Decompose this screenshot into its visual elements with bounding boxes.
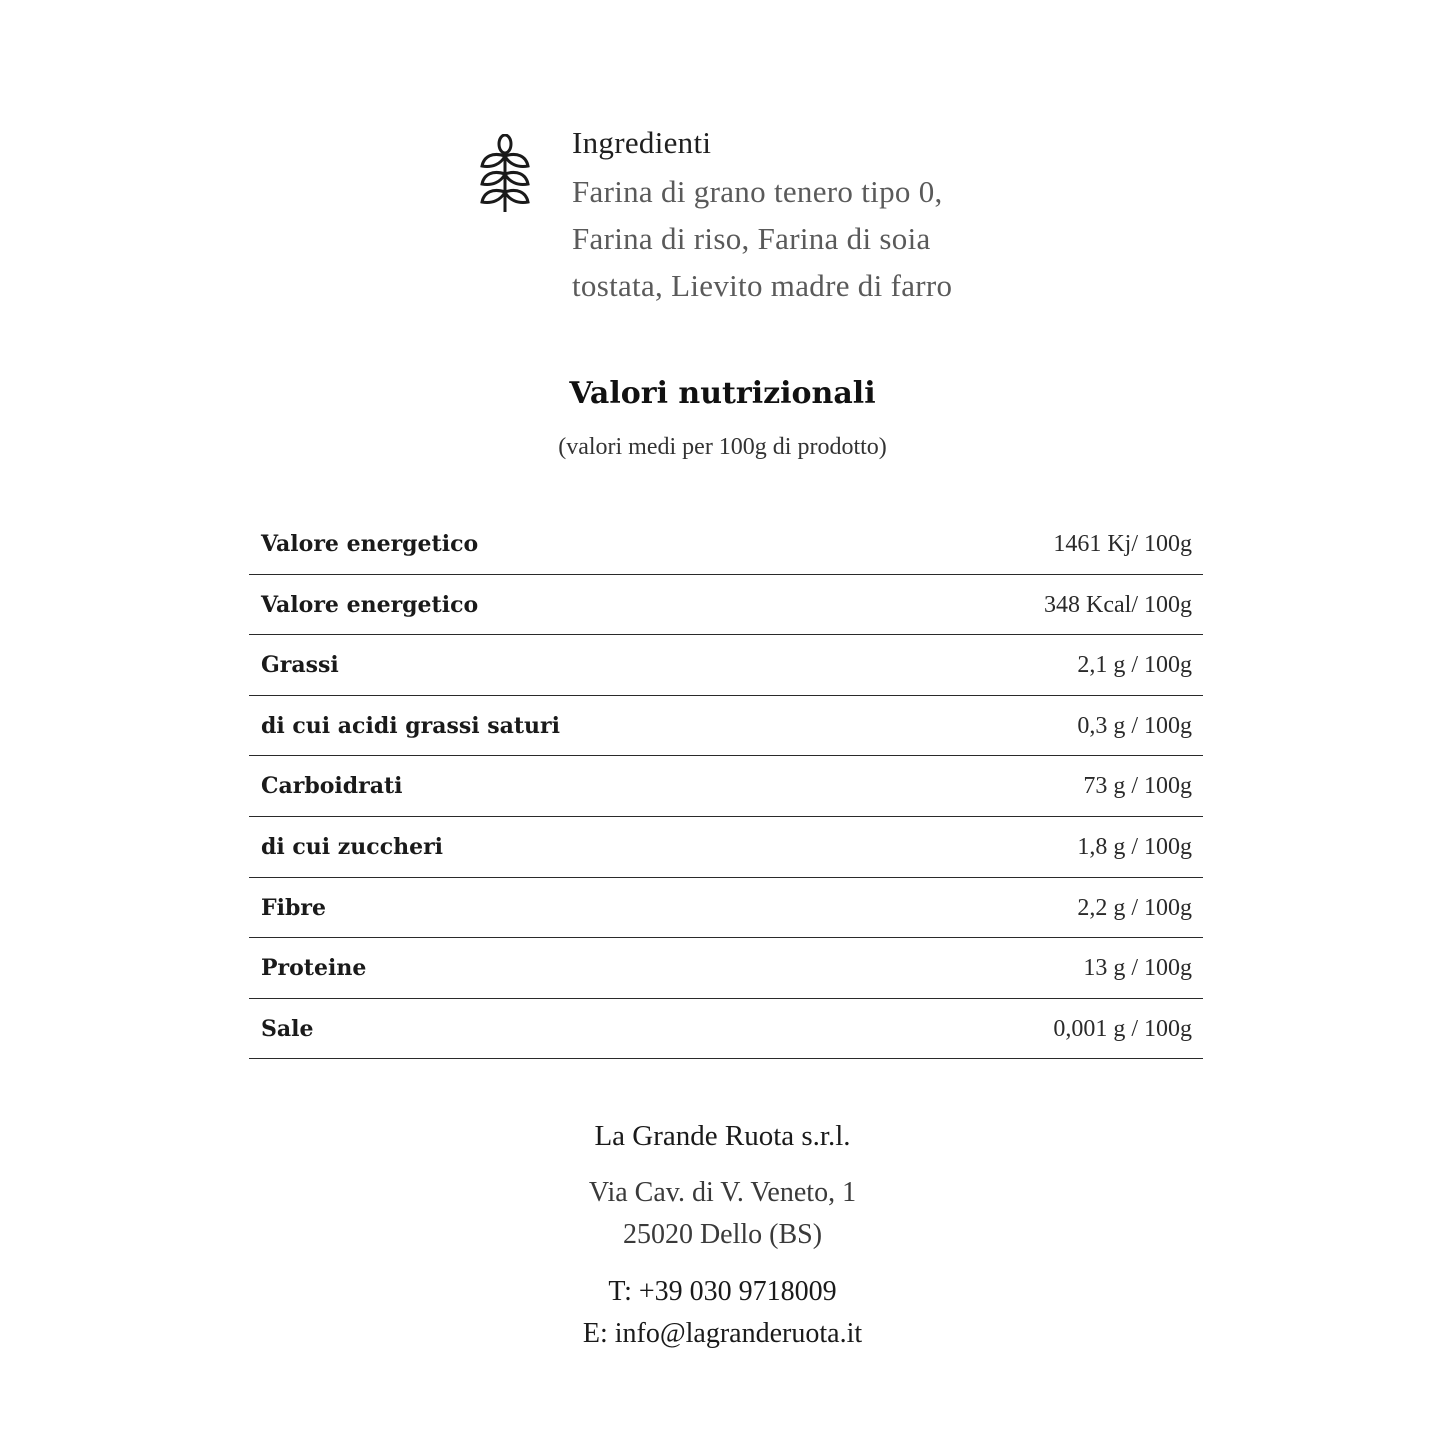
row-value: 0,001 g / 100g [1053, 1015, 1192, 1042]
row-label: Grassi [261, 652, 339, 679]
ingredients-line: Farina di grano tenero tipo 0, [572, 174, 943, 209]
table-row [249, 696, 1203, 757]
row-value: 348 Kcal/ 100g [1044, 591, 1192, 618]
table-row [249, 756, 1203, 817]
row-label: Fibre [261, 894, 326, 921]
row-value: 73 g / 100g [1083, 773, 1192, 800]
ingredients-line: Farina di riso, Farina di soia [572, 221, 931, 256]
ingredients-line: tostata, Lievito madre di farro [572, 268, 953, 303]
phone-number: T: +39 030 9718009 [608, 1276, 837, 1307]
ingredients-section [472, 118, 1032, 318]
row-value: 1461 Kj/ 100g [1053, 531, 1192, 557]
table-row [249, 878, 1203, 939]
ingredients-title: Ingredienti [572, 125, 712, 160]
company-contacts [0, 1271, 1445, 1355]
table-row [249, 635, 1203, 696]
row-label: di cui zuccheri [261, 833, 444, 860]
wheat-icon [478, 134, 532, 214]
row-label: Valore energetico [261, 531, 479, 557]
row-value: 1,8 g / 100g [1077, 833, 1192, 860]
company-address [0, 1172, 1445, 1256]
table-row [249, 938, 1203, 999]
row-label: Valore energetico [261, 591, 479, 618]
company-name: La Grande Ruota s.r.l. [594, 1120, 851, 1152]
table-row [249, 514, 1203, 575]
address-line: 25020 Dello (BS) [622, 1219, 823, 1250]
row-value: 2,2 g / 100g [1077, 894, 1192, 921]
table-row [249, 575, 1203, 636]
row-value: 13 g / 100g [1083, 955, 1192, 982]
nutrition-table [249, 514, 1203, 1059]
row-label: Carboidrati [261, 773, 403, 800]
ingredients-text [572, 118, 1032, 309]
ingredients-list [572, 168, 1032, 309]
table-row [249, 817, 1203, 878]
row-label: Proteine [261, 955, 367, 982]
nutrition-subtitle: (valori medi per 100g di prodotto) [558, 434, 887, 460]
row-label: Sale [261, 1015, 314, 1042]
row-value: 2,1 g / 100g [1077, 652, 1192, 679]
row-value: 0,3 g / 100g [1077, 712, 1192, 739]
row-label: di cui acidi grassi saturi [261, 712, 560, 739]
nutrition-title: Valori nutrizionali [569, 376, 876, 411]
email-address: E: info@lagranderuota.it [582, 1318, 863, 1349]
table-row [249, 999, 1203, 1060]
address-line: Via Cav. di V. Veneto, 1 [588, 1177, 857, 1208]
